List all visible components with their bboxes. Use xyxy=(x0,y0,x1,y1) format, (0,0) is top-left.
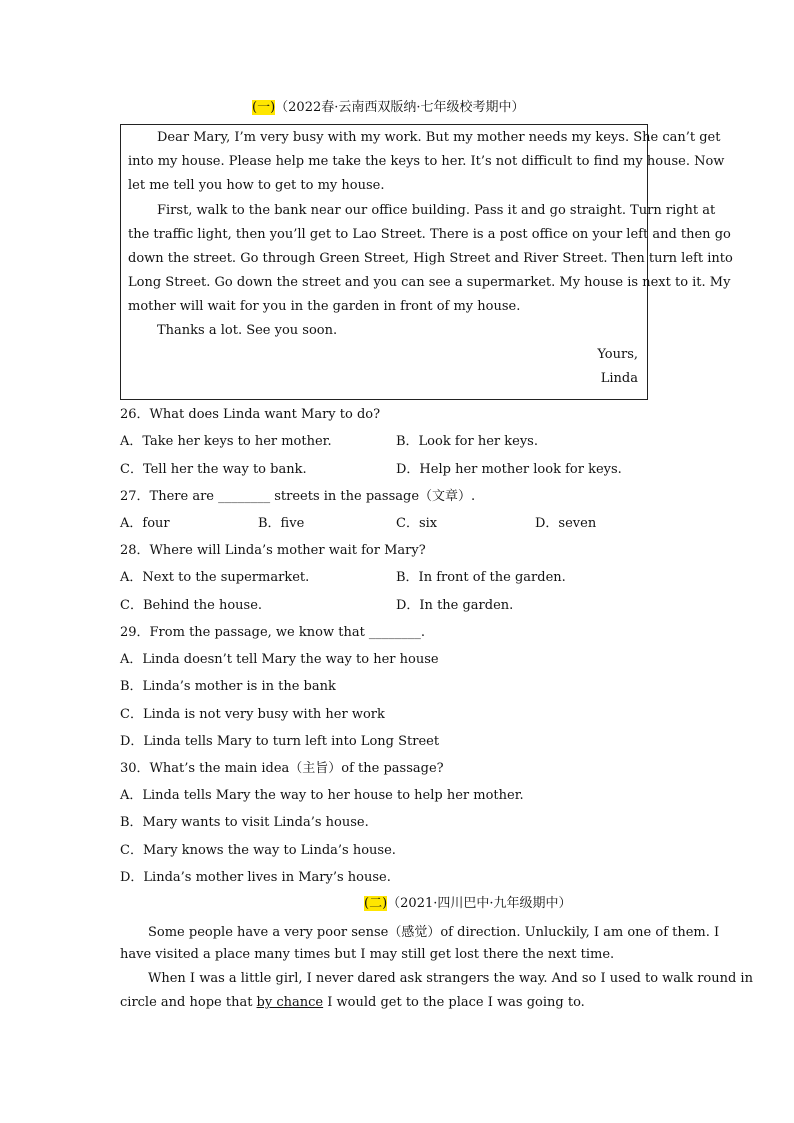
option-27-d: D．seven xyxy=(535,516,597,531)
option-30-c: C．Mary knows the way to Linda’s house. xyxy=(120,843,396,858)
option-26-b: B．Look for her keys. xyxy=(396,434,538,449)
letter-line: the traffic light, then you’ll get to Lao Street. There is a post office on your left and then go xyxy=(128,227,731,242)
letter-line: let me tell you how to get to my house. xyxy=(128,178,385,193)
question-30-stem: 30．What’s the main idea（主旨）of the passage? xyxy=(120,761,444,776)
option-27-c: C．six xyxy=(396,516,438,531)
option-28-c: C．Behind the house. xyxy=(120,598,263,613)
section-1-heading xyxy=(252,96,525,115)
option-28-d: D．In the garden. xyxy=(396,598,514,613)
letter-line: Thanks a lot. See you soon. xyxy=(157,323,338,338)
option-29-b: B．Linda’s mother is in the bank xyxy=(120,679,336,694)
option-28-a: A．Next to the supermarket. xyxy=(120,570,310,585)
option-26-c: C．Tell her the way to bank. xyxy=(120,462,307,477)
passage-line: Some people have a very poor sense（感觉）of direction. Unluckily, I am one of them. I xyxy=(148,925,720,940)
option-27-b: B．five xyxy=(258,516,305,531)
option-30-a: A．Linda tells Mary the way to her house to help her mother. xyxy=(120,788,524,803)
passage-line: have visited a place many times but I may still get lost there the next time. xyxy=(120,947,615,962)
letter-line: mother will wait for you in the garden in front of my house. xyxy=(128,299,521,314)
option-26-a: A．Take her keys to her mother. xyxy=(120,434,332,449)
option-27-a: A．four xyxy=(120,516,170,531)
option-29-d: D．Linda tells Mary to turn left into Long Street xyxy=(120,734,440,749)
passage-line-last xyxy=(120,995,585,1010)
passage-text: circle and hope that xyxy=(120,995,257,1010)
underlined-phrase: by chance xyxy=(256,995,324,1010)
letter-line: Long Street. Go down the street and you can see a supermarket. My house is next to it. My xyxy=(128,275,731,290)
question-28-stem: 28．Where will Linda’s mother wait for Mary? xyxy=(120,543,426,558)
question-27-stem: 27．There are ________ streets in the passage（文章）. xyxy=(120,489,476,504)
letter-line: First, walk to the bank near our office building. Pass it and go straight. Turn right at xyxy=(157,203,716,218)
section-1-source: （2022春·云南西双版纳·七年级校考期中） xyxy=(275,100,525,115)
option-29-a: A．Linda doesn’t tell Mary the way to her house xyxy=(120,652,439,667)
question-26-stem: 26．What does Linda want Mary to do? xyxy=(120,407,381,422)
section-1-marker: (一) xyxy=(252,100,276,115)
option-28-b: B．In front of the garden. xyxy=(396,570,566,585)
letter-signature: Linda xyxy=(600,371,638,386)
section-2-source: （2021·四川巴中·九年级期中） xyxy=(387,896,572,911)
option-26-d: D．Help her mother look for keys. xyxy=(396,462,622,477)
passage-text: I would get to the place I was going to. xyxy=(323,995,585,1010)
letter-line: Dear Mary, I’m very busy with my work. But my mother needs my keys. She can’t get xyxy=(157,130,721,145)
option-29-c: C．Linda is not very busy with her work xyxy=(120,707,385,722)
passage-line: When I was a little girl, I never dared ask strangers the way. And so I used to walk round in xyxy=(148,971,753,986)
letter-line: down the street. Go through Green Street, High Street and River Street. Then turn left into xyxy=(128,251,733,266)
question-29-stem: 29．From the passage, we know that ________. xyxy=(120,625,426,640)
section-2-heading xyxy=(364,892,572,911)
letter-line: into my house. Please help me take the keys to her. It’s not difficult to find my house. Now xyxy=(128,154,725,169)
option-30-d: D．Linda’s mother lives in Mary’s house. xyxy=(120,870,391,885)
section-2-marker: (二) xyxy=(364,896,388,911)
letter-closing: Yours, xyxy=(597,347,638,362)
option-30-b: B．Mary wants to visit Linda’s house. xyxy=(120,815,369,830)
